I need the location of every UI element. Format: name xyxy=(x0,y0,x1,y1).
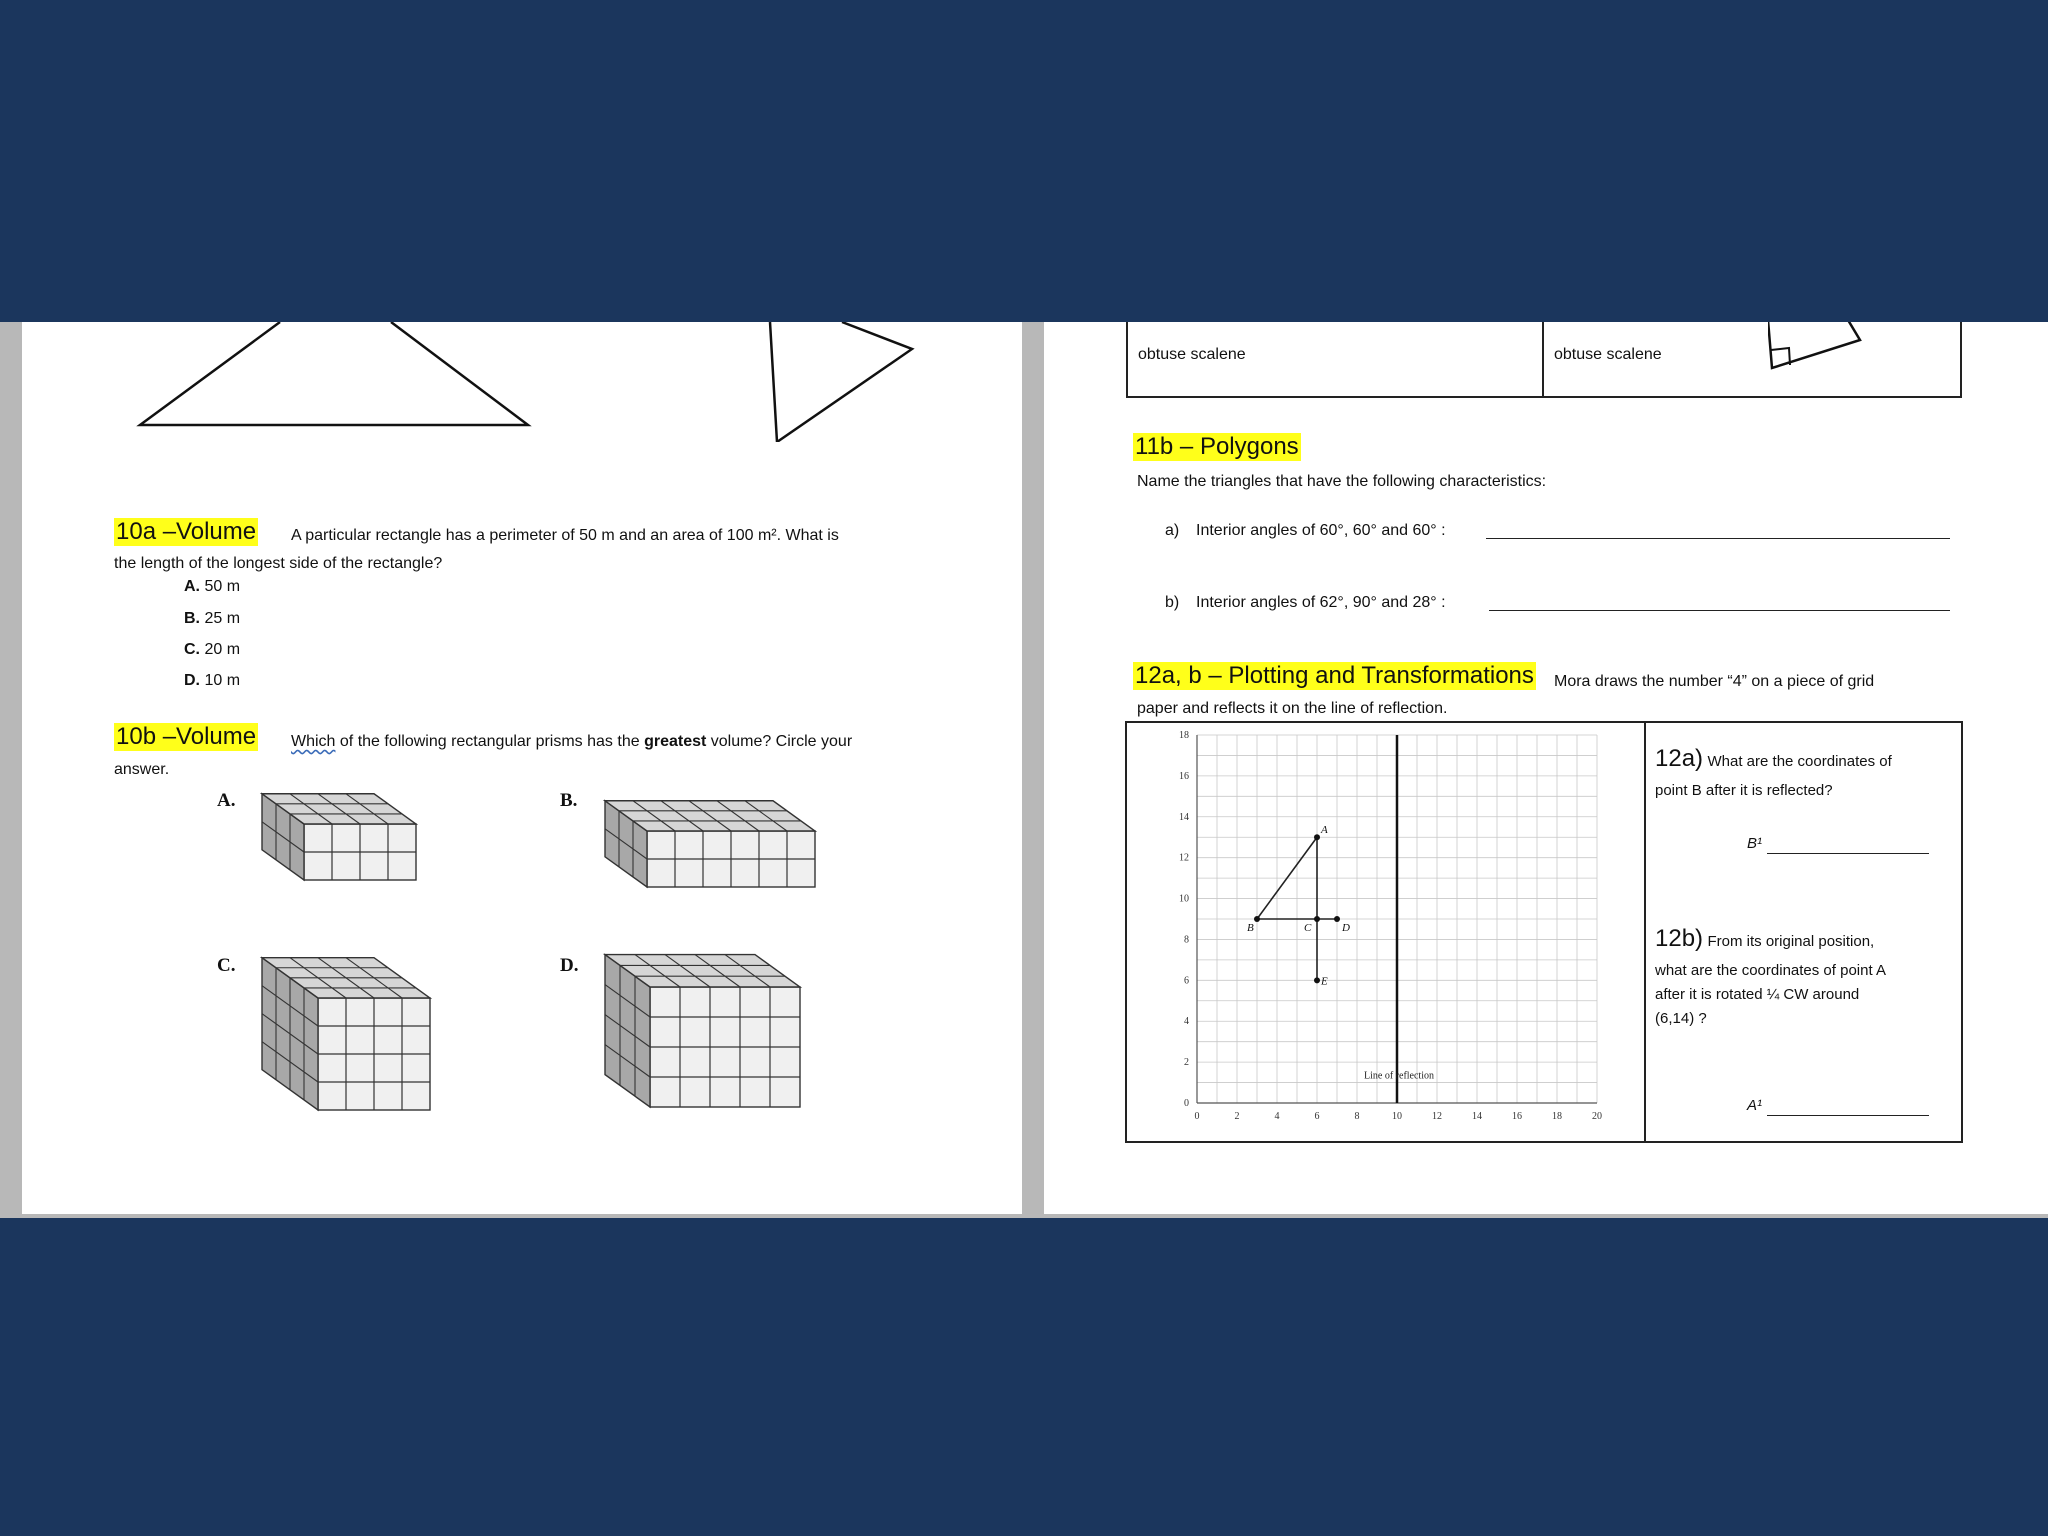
y-tick-label: 0 xyxy=(1184,1098,1189,1109)
q11b-a-label: a) xyxy=(1165,522,1180,539)
q10b-text-line2: answer. xyxy=(114,761,170,778)
q12b-answer-label: A¹ xyxy=(1747,1097,1762,1114)
x-tick-label: 8 xyxy=(1354,1111,1360,1122)
option-letter: B. xyxy=(184,610,200,627)
prism-label-a: A. xyxy=(217,790,236,811)
worksheet-page-left xyxy=(22,322,1022,1214)
point-A xyxy=(1314,834,1320,840)
q12-text-line2: paper and reflects it on the line of reflection. xyxy=(1137,700,1448,717)
q12b-text1: From its original position, xyxy=(1707,933,1875,950)
q12-table-divider xyxy=(1644,723,1646,1141)
point-label-C: C xyxy=(1304,922,1312,934)
option-value: 20 m xyxy=(204,641,241,658)
table-cell-2: obtuse scalene xyxy=(1554,346,1662,363)
q10a-text-line1: A particular rectangle has a perimeter of 50 m and an area of 100 m². What is xyxy=(291,527,839,544)
x-tick-label: 2 xyxy=(1234,1111,1240,1122)
coordinate-grid-chart xyxy=(1133,725,1638,1135)
y-tick-label: 6 xyxy=(1184,975,1189,987)
point-label-E: E xyxy=(1321,975,1328,988)
q12-text-line1: Mora draws the number “4” on a piece of grid xyxy=(1554,673,1875,690)
cube-prisms xyxy=(22,322,1022,1214)
x-tick-label: 20 xyxy=(1592,1111,1602,1122)
y-tick-label: 4 xyxy=(1184,1016,1189,1028)
x-tick-label: 0 xyxy=(1194,1111,1200,1122)
table-cell-1: obtuse scalene xyxy=(1138,346,1246,363)
q11b-b-text: Interior angles of 62°, 90° and 28° : xyxy=(1196,594,1446,611)
prism-label-d: D. xyxy=(560,955,579,976)
reflection-line-label: Line of reflection xyxy=(1364,1070,1434,1082)
q12a-number: 12a) xyxy=(1655,745,1704,772)
right-triangle-figure xyxy=(1768,322,1888,376)
q10a-heading: 10a –Volume xyxy=(116,518,257,545)
point-B xyxy=(1254,916,1260,922)
point-C xyxy=(1314,916,1320,922)
prism-a xyxy=(262,794,416,880)
prism-label-b: B. xyxy=(560,790,578,811)
point-E xyxy=(1314,977,1320,983)
y-tick-label: 14 xyxy=(1179,811,1189,823)
y-tick-label: 12 xyxy=(1179,852,1189,864)
prism-c xyxy=(262,958,430,1110)
x-tick-label: 4 xyxy=(1274,1111,1280,1122)
point-label-A: A xyxy=(1321,824,1328,837)
x-tick-label: 6 xyxy=(1314,1111,1320,1122)
q12b-text3: after it is rotated ¼ CW around xyxy=(1655,986,1860,1003)
prism-b xyxy=(605,801,815,887)
q12a-block xyxy=(1655,745,1892,773)
q11b-intro: Name the triangles that have the following characteristics: xyxy=(1137,473,1547,490)
option-letter: C. xyxy=(184,641,200,658)
q11b-heading: 11b – Polygons xyxy=(1135,433,1299,460)
q10b-text-post: volume? Circle your xyxy=(706,733,853,750)
q12b-text2: what are the coordinates of point A xyxy=(1655,962,1886,979)
y-tick-label: 18 xyxy=(1179,730,1189,741)
x-tick-label: 14 xyxy=(1472,1111,1482,1122)
q10a-text-line2: the length of the longest side of the rectangle? xyxy=(114,555,443,572)
document-viewer[interactable] xyxy=(0,322,2048,1218)
option-letter: A. xyxy=(184,578,200,595)
q12b-answer-line[interactable] xyxy=(1767,1115,1929,1116)
x-tick-label: 16 xyxy=(1512,1111,1522,1122)
option-value: 25 m xyxy=(204,610,241,627)
triangle-classification-table xyxy=(1126,322,1962,398)
q12a-answer-line[interactable] xyxy=(1767,853,1929,854)
x-tick-label: 10 xyxy=(1392,1111,1402,1122)
point-label-B: B xyxy=(1247,922,1254,934)
q12a-text2: point B after it is reflected? xyxy=(1655,782,1833,799)
q12b-block xyxy=(1655,925,1874,953)
option-value: 10 m xyxy=(204,672,241,689)
q12-table xyxy=(1125,721,1963,1143)
worksheet-page-right xyxy=(1044,322,2048,1214)
q12b-text4: (6,14) ? xyxy=(1655,1010,1707,1027)
q12-heading: 12a, b – Plotting and Transformations xyxy=(1135,662,1534,689)
q11b-a-answer-line[interactable] xyxy=(1486,538,1950,539)
q11b-b-answer-line[interactable] xyxy=(1489,610,1950,611)
q11b-a-text: Interior angles of 60°, 60° and 60° : xyxy=(1196,522,1446,539)
point-label-D: D xyxy=(1342,922,1350,934)
table-divider xyxy=(1542,322,1544,396)
q12a-text1: What are the coordinates of xyxy=(1707,753,1892,770)
q10b-text-bold: greatest xyxy=(644,733,707,750)
prism-label-c: C. xyxy=(217,955,236,976)
q12b-number: 12b) xyxy=(1655,925,1704,952)
q10b-heading: 10b –Volume xyxy=(116,723,257,750)
q10b-text-underlined: Which xyxy=(291,733,336,750)
q12a-answer-label: B¹ xyxy=(1747,835,1762,852)
prism-d xyxy=(605,955,800,1107)
q11b-b-label: b) xyxy=(1165,594,1180,611)
option-value: 50 m xyxy=(204,578,241,595)
x-tick-label: 18 xyxy=(1552,1111,1562,1122)
y-tick-label: 16 xyxy=(1179,770,1189,782)
point-D xyxy=(1334,916,1340,922)
y-tick-label: 10 xyxy=(1179,893,1189,905)
y-tick-label: 2 xyxy=(1184,1057,1189,1069)
q10b-text-mid: of the following rectangular prisms has the xyxy=(335,733,645,750)
y-tick-label: 8 xyxy=(1184,934,1189,946)
option-letter: D. xyxy=(184,672,200,689)
x-tick-label: 12 xyxy=(1432,1111,1442,1122)
